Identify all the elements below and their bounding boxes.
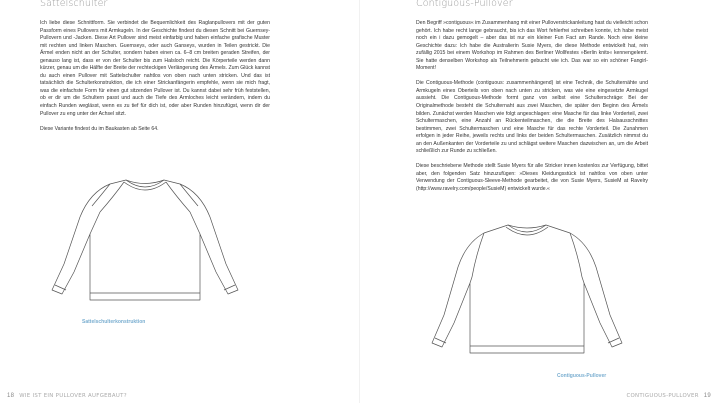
footer-left	[4, 393, 127, 399]
chapter-title: CONTIGUOUS-PULLOVER	[626, 393, 699, 399]
right-page	[360, 0, 720, 403]
figure-caption-left: Sattelschulterkonstruktion	[82, 319, 146, 325]
body-text-left	[40, 20, 270, 141]
saddle-shoulder-sweater-icon	[40, 172, 250, 312]
paragraph: Diese beschriebene Methode stellt Susie Myers für alle Stricker innen kostenlos zur Verfügung, bittet aber, den folgenden Satz hinzuzufügen: »Dieses Kleidungsstück ist nahtlos von oben unter Verwendung der Contiguous-Sleeve-Methode gearbeitet, die von Susie Myers, SusieM at Ravelry (http://www.ravelry.com/people/SusieM) entwickelt wurde.«	[416, 163, 648, 192]
body-text-right	[416, 20, 648, 201]
paragraph: Diese Variante findest du im Baukasten ab Seite 64.	[40, 125, 159, 132]
page-title-right: Contiguous-Pullover	[416, 0, 513, 9]
paragraph: Ich liebe diese Schnittform. Sie verbindet die Bequemlichkeit des Raglanpullovers mit der guten Passform eines Pullovers mit Armkugeln. In der Geschichte findest du diesen Schnitt bei Guernsey-Pullovern und -Jacken. Diese Art Pullover sind meist einfarbig und haben einfache grafische Muster mit rechten und linken Maschen. Guernseys, oder auch Ganseys, wurden in Teilen gestrickt. Die Ärmel enden nicht an der Schulter, sondern haben einen ca. 6–8 cm breiten geraden Streifen, der genauso lang ist, dass er von der Schulter bis zum Halsloch reicht. Die Körperteile werden dann kürzer, genau um die Hälfte der Breite der rechteckigen Verlängerung des Ärmels. Zum Glück kannst du auch einen Pullover mit Sattelschulter nahtlos von oben nach unten stricken. Und das ist tatsächlich die Schulterkonstruktion, die ich einer Strickanfängerin empfehle, wenn sie mich fragt, was die einfachste Form für einen gut sitzenden Pullover ist. Du kannst dabei sehr früh feststellen, ob er dir um die Schultern passt und auch die Tiefe des Armloches leicht verändern, indem du einfach Runden weglässt, wenn es zu tief für dich ist, oder aber Runden hinzufügst, wenn dir der Pullover zu eng unter der Achsel sitzt.	[40, 20, 270, 117]
footer-right	[626, 393, 714, 399]
page-title-left: Sattelschulter	[40, 0, 108, 9]
contiguous-sweater-icon	[420, 215, 634, 365]
paragraph: Die Contiguous-Methode (contiguous: zusammenhängend) ist eine Technik, die Schulternähte und Armkugeln eines Oberteils von oben nach unten zu stricken, was wie eine eingesetzte Armkugel aussieht. Die Contiguous-Methode formt ganz von selbst eine Schulterschräge: Bei der Originalmethode besteht die Schulternaht aus zwei Maschen, die später den Beginn des Ärmels bilden. Zunächst werden Maschen wie folgt angeschlagen: eine Masche für das linke Vorderteil, zwei Schultermaschen, eine Anzahl an Rückenteilmaschen, die die Breite des Halsausschnittes bestimmen, zwei Schultermaschen und eine Masche für das rechte Vorderteil. Die Zunahmen erfolgen in jeder Reihe, jeweils rechts und links der beiden Schultermaschen. Zusätzlich nimmst du an den Außenkanten der Vorderteile zu und schlägst weitere Maschen dazwischen an, um die Arbeit schließlich zur Runde zu schließen.	[416, 80, 648, 155]
chapter-title: WIE IST EIN PULLOVER AUFGEBAUT?	[19, 393, 127, 399]
page-number: 18	[7, 393, 15, 399]
page-number: 19	[703, 393, 711, 399]
paragraph: Den Begriff »contiguous« im Zusammenhang mit einer Pulloverstrickanleitung hast du vielleicht schon gehört. Ich habe recht lange gebraucht, bis ich das Wort fehlerfrei schreiben konnte, ich habe meist noch ein i dazu gemogelt – aber das ist nur ein kleiner Fun Fact am Rande. Noch eine kleine Geschichte dazu: Ich habe die Australierin Susie Myers, die diese Methode entwickelt hat, rein zufällig 2015 bei einem Workshop im Rahmen des Berliner Wollfestes »Berlin knits« kennengelernt. Sie hatte denselben Workshop als Teilnehmerin gebucht wie ich. Das war so ein schöner Fangirl-Moment!	[416, 20, 648, 72]
figure-caption-right: Contiguous-Pullover	[557, 373, 607, 379]
